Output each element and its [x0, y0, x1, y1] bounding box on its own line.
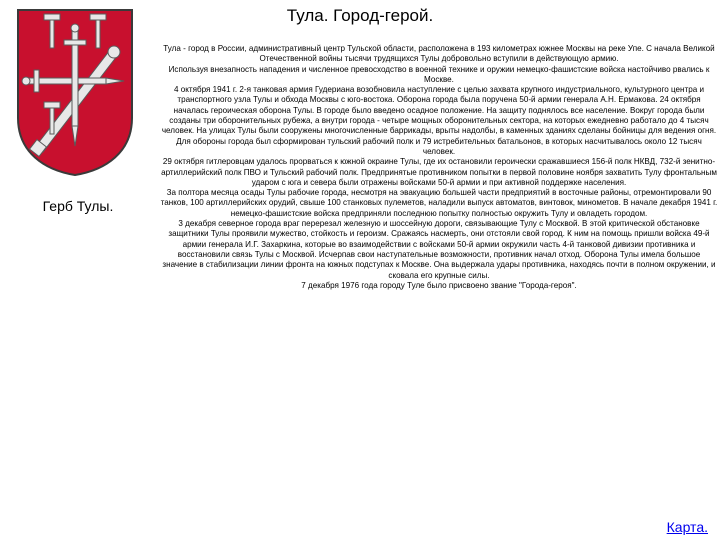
tula-coat-of-arms-icon [14, 6, 136, 178]
page-title: Тула. Город-герой. [286, 6, 434, 25]
paragraph: 4 октября 1941 г. 2-я танковая армия Гудериана возобновила наступление с целью захвата крупного индустриального, культурного центра и транспортного узла Тулы и обхода Москвы с юго-востока. Оборона города была поручена 50-й армии генерала А.Н. Ермакова. 24 октября началась героическая оборона Тулы. В городе было введено осадное положение. На защиту поднялось все население. Вокруг города были созданы три оборонительных рубежа, а внутри города - четыре мощных оборонительных сектора, на которых ежедневно работало до 4 тысяч человек. На улицах Тулы были сооружены многочисленные баррикады, врыты надолбы, в каменных зданиях сделаны бойницы для ведения огня. Для обороны города был сформирован тульский рабочий полк и 79 истребительных батальонов, в которых насчитывалось около 12 тысяч человек. [161, 85, 717, 156]
map-link[interactable]: Карта. [666, 519, 708, 535]
article-text [160, 44, 718, 291]
paragraph: 3 декабря северное города враг перерезал железную и шоссейную дороги, связывающие Тулу с Москвой. В этой критической обстановке защитники Тулы проявили мужество, стойкость и героизм. Сражаясь насмерть, они отстояли свой город. К ним на помощь пришли войска 49-й армии генерала И.Г. Захаркина, которые во взаимодействии с войсками 50-й армии окружили часть 4-й танковой дивизии противника и восстановили связь Тулы с Москвой. Исчерпав свои наступательные возможности, противник начал отход. Оборона Тулы имела большое значение в стабилизации линии фронта на южных подступах к Москве. Она выдержала удары противника, находясь почти в полном окружении, и сковала его крупные силы. [162, 219, 716, 280]
paragraph: Тула - город в России, административный центр Тульской области, расположена в 193 километрах южнее Москвы на реке Упе. С начала Великой Отечественной войны тысячи трудящихся Тулы добровольно вступили в действующую армию. [163, 44, 715, 64]
paragraph: 29 октября гитлеровцам удалось прорваться к южной окраине Тулы, где их остановили героически сражавшиеся 156-й полк НКВД, 732-й зенитно-артиллерийский полк ПВО и Тульский рабочий полк. Предпринятые противником попытки в первой половине ноября захватить Тулу фронтальным ударом с юга и севера были отражены войсками 50-й армии и при активной поддержке населения. [161, 157, 717, 187]
coat-of-arms-caption: Герб Тулы. [42, 198, 114, 214]
paragraph: Используя внезапность нападения и численное превосходство в военной технике и оружии немецко-фашистские войска настойчиво рвались к Москве. [168, 64, 710, 84]
paragraph: 7 декабря 1976 года городу Туле было присвоено звание "Города-героя". [301, 280, 577, 290]
paragraph: За полтора месяца осады Тулы рабочие города, несмотря на эвакуацию большей части предприятий в восточные районы, отремонтировали 90 танков, 100 артиллерийских орудий, свыше 100 станковых пулеметов, наладили выпуск автоматов, винтовок, минометов. В начале декабря 1941 г. немецко-фашистские войска предприняли последнюю попытку полностью окружить Тулу и овладеть городом. [160, 188, 718, 218]
